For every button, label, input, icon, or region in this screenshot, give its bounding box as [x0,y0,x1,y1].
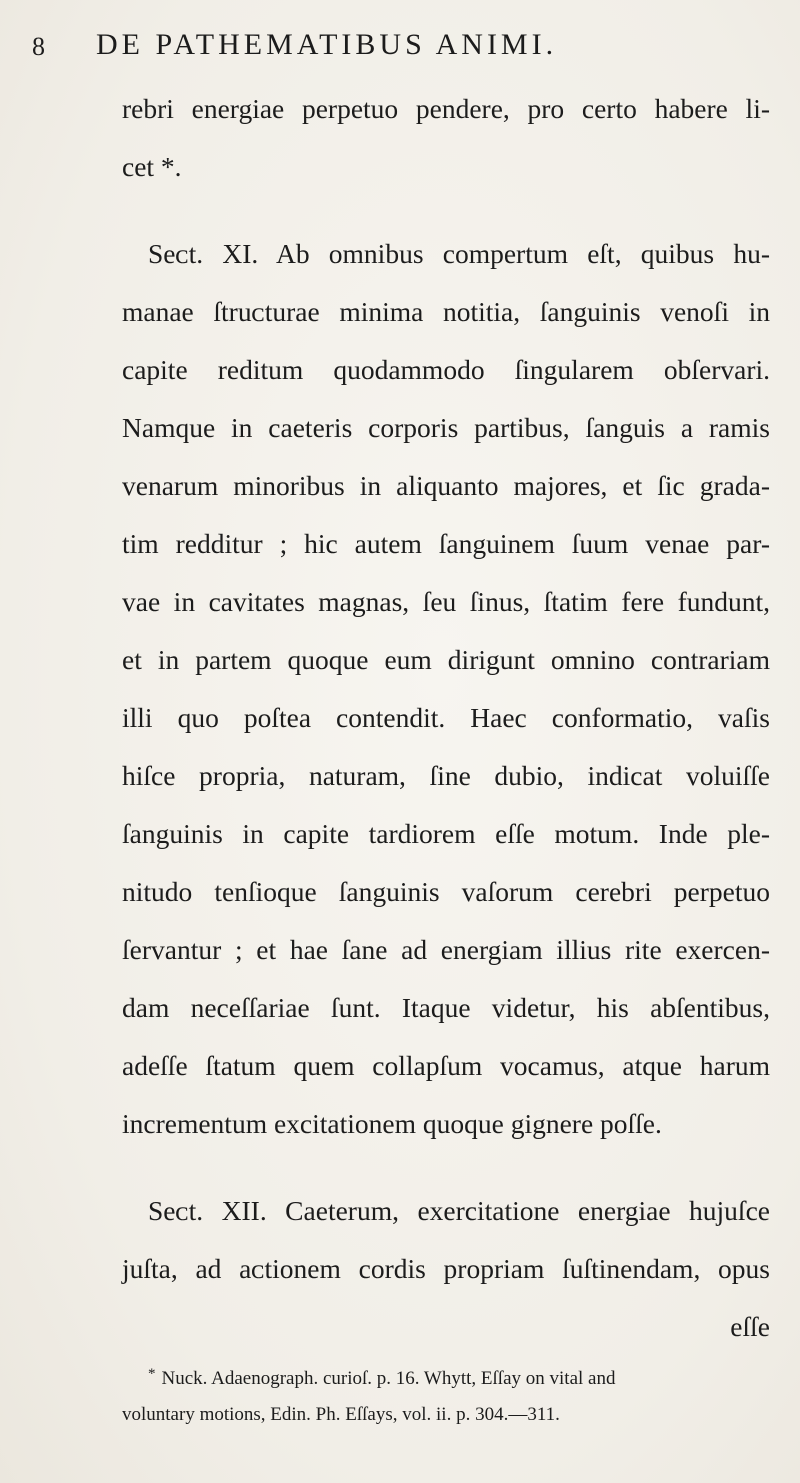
text-line: venarum minoribus in aliquanto majores, et ſic grada- [122,470,770,501]
footnote-mark: * [148,1366,156,1382]
section-xii [122,1182,770,1356]
running-head: DE PATHEMATIBUS ANIMI. [96,28,558,61]
text-line: nitudo tenſioque ſanguinis vaſorum cerebri perpetuo [122,876,770,907]
text-line: Namque in caeteris corporis partibus, ſanguis a ramis [122,412,770,443]
paragraph-spacer [122,196,770,225]
text-line: ſanguinis in capite tardiorem eſſe motum. Inde ple- [122,818,770,849]
text-line: rebri energiae perpetuo pendere, pro certo habere li- [122,93,770,124]
text-line: cet *. [122,151,182,182]
body-text [122,80,770,1433]
text-line: et in partem quoque eum dirigunt omnino contrariam [122,644,770,675]
text-line: juſta, ad aᴄtionem cordis propriam ſuſtinendam, opus [122,1253,770,1284]
text-line: vae in cavitates magnas, ſeu ſinus, ſtatim fere fundunt, [122,586,770,617]
section-heading-line: Seᴄt. XI. Ab omnibus compertum eſt, quibus hu- [148,238,770,269]
text-line: hiſce propria, naturam, ſine dubio, indicat voluiſſe [122,760,770,791]
section-heading-line: Seᴄt. XII. Caeterum, exercitatione energiae hujuſce [148,1195,770,1226]
text-line: illi quo poſtea contendit. Haec conformatio, vaſis [122,702,770,733]
footnote-line: voluntary motions, Edin. Ph. Eſſays, vol. ii. p. 304.—311. [122,1404,560,1425]
section-xi [122,225,770,1153]
text-line: ſervantur ; et hae ſane ad energiam illius rite exercen- [122,934,770,965]
footnote [122,1356,770,1433]
paragraph-continuation [122,80,770,196]
footnote-line [122,1356,770,1397]
text-line: manae ſtruᴄturae minima notitia, ſanguinis venoſi in [122,296,770,327]
page-header [30,26,770,66]
text-line: adeſſe ſtatum quem collapſum vocamus, atque harum [122,1050,770,1081]
paragraph-spacer [122,1153,770,1182]
page-number: 8 [32,32,46,61]
catchword: eſſe [730,1311,770,1342]
text-line: capite reditum quodammodo ſingularem obſervari. [122,354,770,385]
text-line: dam neceſſariae ſunt. Itaque videtur, his abſentibus, [122,992,770,1023]
footnote-text: Nuck. Adaenograph. curioſ. p. 16. Whytt, Eſſay on vital and [161,1368,616,1389]
text-line: tim redditur ; hic autem ſanguinem ſuum venae par- [122,528,770,559]
text-line: incrementum excitationem quoque gignere poſſe. [122,1108,662,1139]
